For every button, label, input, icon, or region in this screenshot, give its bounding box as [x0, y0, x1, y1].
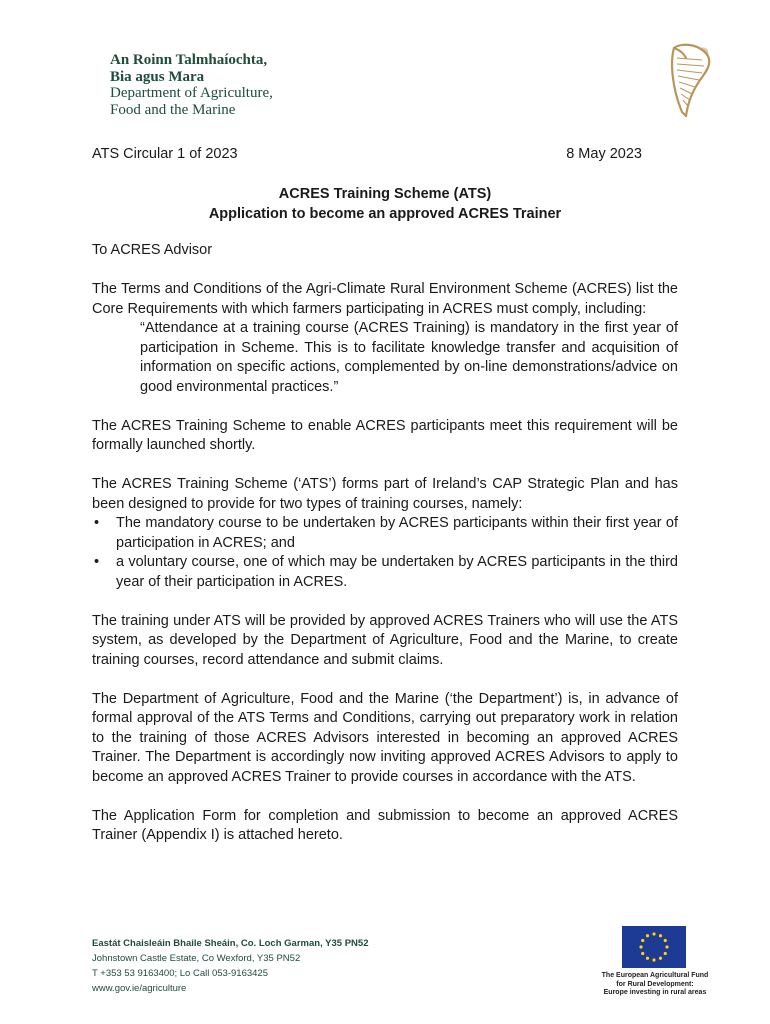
- department-name-irish-line2: Bia agus Mara: [110, 68, 205, 85]
- eu-caption-line1: The European Agricultural Fund: [601, 972, 709, 979]
- title-line-2: Application to become an approved ACRES Trainer: [208, 206, 562, 222]
- letter-body: [92, 241, 678, 865]
- list-item: [92, 553, 678, 592]
- paragraph-application-form: The Application Form for completion and submission to become an approved ACRES Trainer (Appendix I) is attached hereto.: [92, 807, 678, 843]
- department-name-english-line2: Food and the Marine: [110, 101, 236, 118]
- website-link[interactable]: www.gov.ie/agriculture: [92, 983, 187, 994]
- course-types-list: [92, 514, 678, 592]
- footer-address: [92, 936, 368, 996]
- eu-star: [659, 957, 662, 960]
- eu-star: [659, 934, 662, 937]
- salutation: To ACRES Advisor: [92, 242, 213, 258]
- list-item: [92, 514, 678, 553]
- eu-star: [641, 939, 644, 942]
- harp-icon: [660, 40, 716, 120]
- department-name-irish-line1: An Roinn Talmhaíochta,: [110, 52, 268, 68]
- paragraph-department: The Department of Agriculture, Food and the Marine (‘the Department’) is, in advance of formal approval of the ATS Terms and Conditions, carrying out preparatory work in relation to the training of those ACRES Advisors interested in becoming an approved ACRES Trainer. The Department is accordingly now inviting approved ACRES Advisors to apply to become an approved ACRES Trainer to provide courses in accordance with the ATS.: [92, 690, 678, 785]
- eu-star: [646, 934, 649, 937]
- paragraph-launch: The ACRES Training Scheme to enable ACRES participants meet this requirement will be formally launched shortly.: [92, 417, 678, 453]
- department-name-english-line1: Department of Agriculture,: [110, 85, 273, 101]
- eu-star: [665, 945, 668, 948]
- eu-star: [646, 957, 649, 960]
- eu-star: [652, 958, 655, 961]
- eu-star: [664, 939, 667, 942]
- eu-star: [639, 945, 642, 948]
- eafrd-caption: [588, 972, 722, 998]
- bullet-icon: •: [94, 515, 100, 531]
- circular-reference: ATS Circular 1 of 2023: [92, 146, 238, 162]
- quoted-requirement: “Attendance at a training course (ACRES Training) is mandatory in the first year of participation in Scheme. This is to facilitate knowledge transfer and acquisition of information on specific actions, complemented by on-line demonstrations/advice on good environmental practices.”: [140, 320, 678, 395]
- bullet-icon: •: [94, 554, 100, 570]
- eu-flag-icon: [622, 926, 686, 968]
- eu-star: [652, 932, 655, 935]
- address-irish: Eastát Chaisleáin Bhaile Sheáin, Co. Loch Garman, Y35 PN52: [92, 938, 369, 949]
- title-line-1: ACRES Training Scheme (ATS): [278, 186, 492, 202]
- eu-caption-line3: Europe investing in rural areas: [603, 989, 707, 997]
- department-letterhead: [110, 52, 273, 118]
- eu-star: [664, 952, 667, 955]
- list-item-text: The mandatory course to be undertaken by ACRES participants within their first year of participation in ACRES; and: [116, 515, 678, 551]
- address-english: Johnstown Castle Estate, Co Wexford, Y35 PN52: [92, 953, 301, 964]
- eu-caption-line2: for Rural Development:: [616, 980, 694, 988]
- document-title: [92, 184, 678, 224]
- paragraph-terms: The Terms and Conditions of the Agri-Climate Rural Environment Scheme (ACRES) list the Core Requirements with which farmers participating in ACRES must comply, including:: [92, 281, 678, 317]
- circular-date: 8 May 2023: [566, 146, 642, 162]
- phone-numbers: T +353 53 9163400; Lo Call 053-9163425: [92, 968, 268, 979]
- list-item-text: a voluntary course, one of which may be undertaken by ACRES participants in the third year of their participation in ACRES.: [116, 554, 678, 590]
- eu-star: [641, 952, 644, 955]
- circular-header: [92, 146, 642, 162]
- paragraph-ats-overview: The ACRES Training Scheme (‘ATS’) forms part of Ireland’s CAP Strategic Plan and has been designed to provide for two types of training courses, namely:: [92, 476, 678, 512]
- paragraph-trainers: The training under ATS will be provided by approved ACRES Trainers who will use the ATS system, as developed by the Department of Agriculture, Food and the Marine, to create training courses, record attendance and submit claims.: [92, 612, 678, 668]
